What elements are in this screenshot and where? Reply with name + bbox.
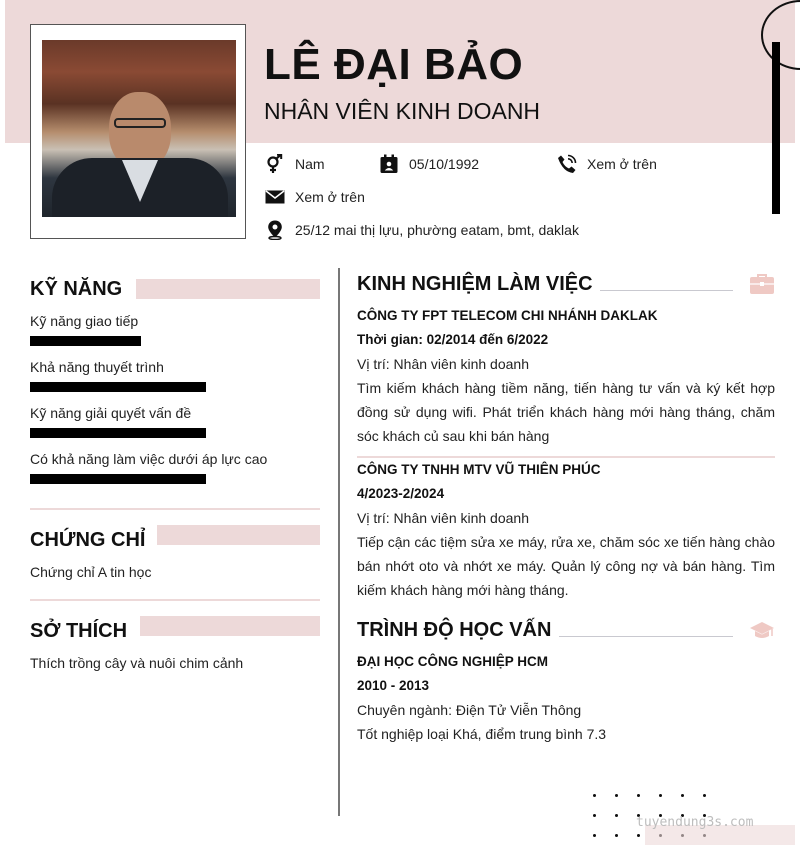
job-description: Tìm kiếm khách hàng tiềm năng, tiến hàng tư vấn và ký kết hợp đồng sử dụng wifi. Phát triển khách hàng mới hàng tháng, chăm sóc khách củ sau khi bán hàng [357, 380, 775, 444]
birthdate-info [379, 154, 479, 174]
decorative-dot [659, 794, 662, 797]
calendar-icon [379, 154, 399, 174]
phone-text: Xem ở trên [587, 156, 657, 172]
education-title-line [559, 636, 733, 637]
decorative-dot [615, 794, 618, 797]
location-icon [265, 220, 285, 240]
phone-info [557, 154, 657, 174]
decorative-dot [593, 834, 596, 837]
graduation-cap-icon [749, 620, 775, 642]
decorative-dot [593, 794, 596, 797]
experience-title-line [600, 290, 733, 291]
decorative-dot [593, 814, 596, 817]
job-position: Vị trí: Nhân viên kinh doanh [357, 510, 529, 526]
section-divider [30, 508, 320, 510]
email-info [265, 187, 365, 207]
skill-level-bar [30, 382, 206, 392]
hobbies-title: SỞ THÍCH [30, 620, 128, 642]
watermark: tuyendung3s.com [636, 815, 754, 830]
birthdate-text: 05/10/1992 [409, 156, 480, 172]
hobby-item: Thích trồng cây và nuôi chim cảnh [30, 655, 244, 671]
briefcase-icon [749, 273, 775, 295]
skills-title: KỸ NĂNG [30, 278, 123, 300]
education-school: ĐẠI HỌC CÔNG NGHIỆP HCM [357, 654, 549, 669]
candidate-name: LÊ ĐẠI BẢO [264, 40, 524, 89]
decorative-dot [637, 794, 640, 797]
education-title: TRÌNH ĐỘ HỌC VẤN [357, 619, 552, 641]
gender-text: Nam [295, 156, 325, 172]
certificates-title: CHỨNG CHỈ [30, 529, 146, 551]
skills-title-bar [136, 279, 320, 299]
job-period: Thời gian: 02/2014 đến 6/2022 [357, 332, 549, 347]
decorative-dot [703, 794, 706, 797]
skill-label: Có khả năng làm việc dưới áp lực cao [30, 451, 268, 467]
decorative-dot [615, 814, 618, 817]
decorative-dot [615, 834, 618, 837]
experience-title: KINH NGHIỆM LÀM VIỆC [357, 273, 593, 295]
decorative-dot [637, 834, 640, 837]
hobbies-title-bar [140, 616, 320, 636]
skill-level-bar [30, 474, 206, 484]
certificate-item: Chứng chỉ A tin học [30, 564, 152, 580]
email-icon [265, 187, 285, 207]
email-text: Xem ở trên [295, 189, 365, 205]
skill-label: Kỹ năng giao tiếp [30, 313, 139, 329]
job-position: Vị trí: Nhân viên kinh doanh [357, 356, 529, 372]
decorative-dot [681, 794, 684, 797]
job-description: Tiếp cận các tiệm sửa xe máy, rửa xe, chăm sóc xe tiến hàng chào bán nhớt oto và nhớt xe máy. Quản lý công nợ và bán hàng. Tìm kiếm khách hàng mới hàng tháng. [357, 534, 775, 598]
address-text: 25/12 mai thị lựu, phường eatam, bmt, daklak [295, 222, 579, 238]
gender-icon [265, 154, 285, 174]
decorative-bar [772, 42, 780, 214]
section-divider [30, 599, 320, 601]
education-major: Chuyên ngành: Điện Tử Viễn Thông [357, 702, 582, 718]
job-company: CÔNG TY FPT TELECOM CHI NHÁNH DAKLAK [357, 308, 658, 323]
address-info [265, 220, 579, 240]
job-company: CÔNG TY TNHH MTV VŨ THIÊN PHÚC [357, 462, 601, 477]
education-result: Tốt nghiệp loại Khá, điểm trung bình 7.3 [357, 726, 607, 742]
column-divider [338, 268, 340, 816]
certificates-title-bar [157, 525, 320, 545]
phone-icon [557, 154, 577, 174]
job-period: 4/2023-2/2024 [357, 486, 445, 501]
skill-label: Kỹ năng giải quyết vấn đề [30, 405, 192, 421]
education-period: 2010 - 2013 [357, 678, 430, 693]
skill-label: Khả năng thuyết trình [30, 359, 164, 375]
gender-info [265, 154, 325, 174]
profile-photo [42, 40, 236, 217]
skill-level-bar [30, 336, 141, 346]
skill-level-bar [30, 428, 206, 438]
candidate-job-title: NHÂN VIÊN KINH DOANH [264, 98, 541, 124]
job-divider [357, 456, 775, 458]
